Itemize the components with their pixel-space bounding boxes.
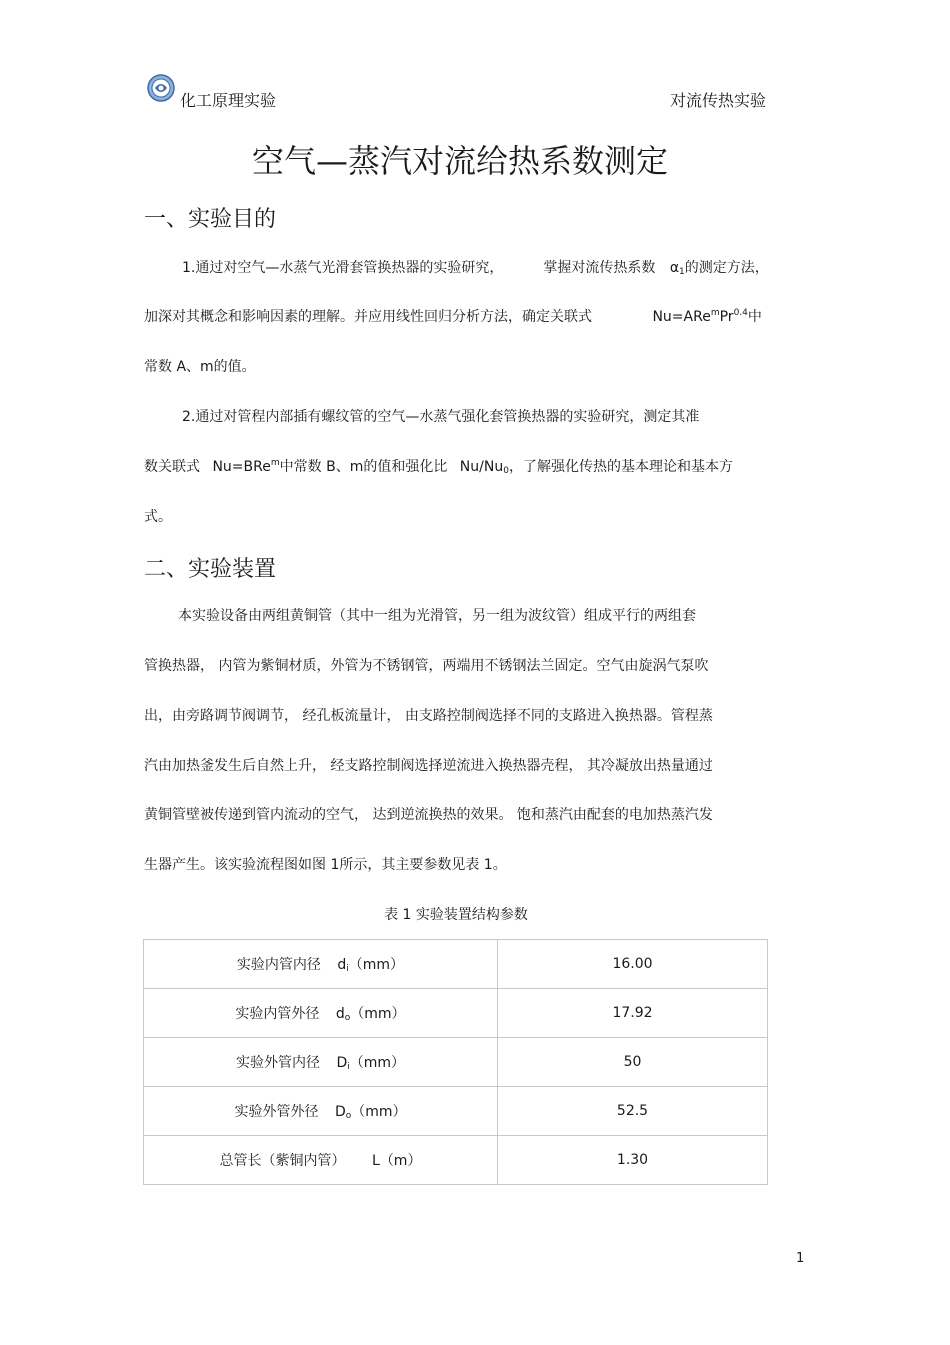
alpha-char: α <box>669 260 680 276</box>
param-label-text: 总管长（紫铜内管） <box>219 1153 346 1169</box>
param-unit: （mm） <box>351 1104 407 1120</box>
table-caption: 表 1 实验装置结构参数 <box>384 907 528 923</box>
param-label-text: 实验外管内径 <box>235 1055 320 1071</box>
formula-exponent: m <box>270 458 280 468</box>
table-row <box>144 989 768 1038</box>
section2-line: 汽由加热釜发生后自然上升， 经支路控制阀选择逆流进入换热器壳程， 其冷凝放出热量通过 <box>144 758 713 774</box>
param-symbol-subscript: o <box>344 1013 351 1023</box>
header-course-title: 化工原理实验 <box>180 91 277 110</box>
section1-p2-line1: 2.通过对管程内部插有螺纹管的空气—水蒸气强化套管换热器的实验研究，测定其准 <box>182 409 700 425</box>
ratio-part: Nu/Nu <box>459 459 504 475</box>
param-value: 52.5 <box>498 1087 768 1136</box>
text-span: 中常数 B、m的值和强化比 <box>279 459 448 475</box>
table-row <box>144 1038 768 1087</box>
section2-line: 出，由旁路调节阀调节， 经孔板流量计， 由支路控制阀选择不同的支路进入换热器。管程蒸 <box>144 708 713 724</box>
param-value: 1.30 <box>498 1136 768 1185</box>
table-row <box>144 940 768 989</box>
alpha-subscript: 1 <box>679 267 685 277</box>
header-experiment-title: 对流传热实验 <box>670 91 767 110</box>
formula-part: 中 <box>747 309 762 325</box>
param-label-text: 实验内管外径 <box>235 1006 320 1022</box>
text-span: 1.通过对空气—水蒸气光滑套管换热器的实验研究， <box>182 260 504 276</box>
param-symbol: L <box>372 1153 380 1169</box>
parameters-table <box>143 939 768 1185</box>
param-unit: （mm） <box>348 957 405 973</box>
alpha-symbol <box>670 260 685 276</box>
formula-part: Nu=BRe <box>212 459 271 475</box>
formula-exponent: m <box>710 308 720 318</box>
text-span: 掌握对流传热系数 <box>543 260 656 276</box>
section2-line: 管换热器， 内管为紫铜材质，外管为不锈钢管，两端用不锈钢法兰固定。空气由旋涡气泵吹 <box>144 658 709 674</box>
table-row <box>144 1087 768 1136</box>
section1-heading: 一、实验目的 <box>144 207 277 232</box>
section1-p2-line2 <box>144 457 733 477</box>
param-symbol-subscript: i <box>347 1062 350 1072</box>
param-symbol: d <box>335 1006 345 1022</box>
university-seal-icon <box>147 74 175 102</box>
param-symbol-subscript: o <box>345 1111 352 1121</box>
correlation-formula-1 <box>652 309 761 325</box>
section1-p1-line1 <box>182 258 769 278</box>
section1-p2-line3: 式。 <box>144 509 172 525</box>
param-value: 17.92 <box>498 989 768 1038</box>
page-title: 空气—蒸汽对流给热系数测定 <box>251 142 668 180</box>
param-symbol-subscript: i <box>346 964 349 974</box>
formula-exponent: 0.4 <box>733 308 748 318</box>
param-label-text: 实验内管内径 <box>236 957 321 973</box>
param-value: 16.00 <box>498 940 768 989</box>
text-span: 的测定方法， <box>684 260 769 276</box>
formula-part: Nu=ARe <box>652 309 711 325</box>
section2-heading: 二、实验装置 <box>144 557 277 582</box>
param-symbol: D <box>334 1104 346 1120</box>
section1-p1-line3: 常数 A、m的值。 <box>144 359 256 375</box>
enhancement-ratio <box>460 459 509 475</box>
page-number: 1 <box>796 1251 805 1266</box>
text-span: ，了解强化传热的基本理论和基本方 <box>508 459 733 475</box>
param-unit: （mm） <box>349 1055 406 1071</box>
param-label <box>144 989 498 1038</box>
correlation-formula-2 <box>212 459 279 475</box>
param-label <box>144 1038 498 1087</box>
param-symbol: d <box>337 957 347 973</box>
param-label <box>144 1087 498 1136</box>
param-label-text: 实验外管外径 <box>234 1104 319 1120</box>
param-symbol: D <box>336 1055 348 1071</box>
section2-line: 本实验设备由两组黄铜管（其中一组为光滑管，另一组为波纹管）组成平行的两组套 <box>178 608 696 624</box>
param-unit: （mm） <box>350 1006 406 1022</box>
section2-line: 生器产生。该实验流程图如图 1所示，其主要参数见表 1。 <box>144 857 507 873</box>
table-row <box>144 1136 768 1185</box>
param-value: 50 <box>498 1038 768 1087</box>
param-label <box>144 1136 498 1185</box>
text-span: 数关联式 <box>144 459 200 475</box>
param-unit: （m） <box>379 1153 422 1169</box>
text-span: 加深对其概念和影响因素的理解。并应用线性回归分析方法，确定关联式 <box>144 309 592 325</box>
section2-line: 黄铜管壁被传递到管内流动的空气， 达到逆流换热的效果。 饱和蒸汽由配套的电加热蒸汽发 <box>144 807 713 823</box>
ratio-subscript: 0 <box>503 466 509 476</box>
section1-p1-line2 <box>144 307 762 327</box>
param-label <box>144 940 498 989</box>
formula-part: Pr <box>719 309 734 325</box>
